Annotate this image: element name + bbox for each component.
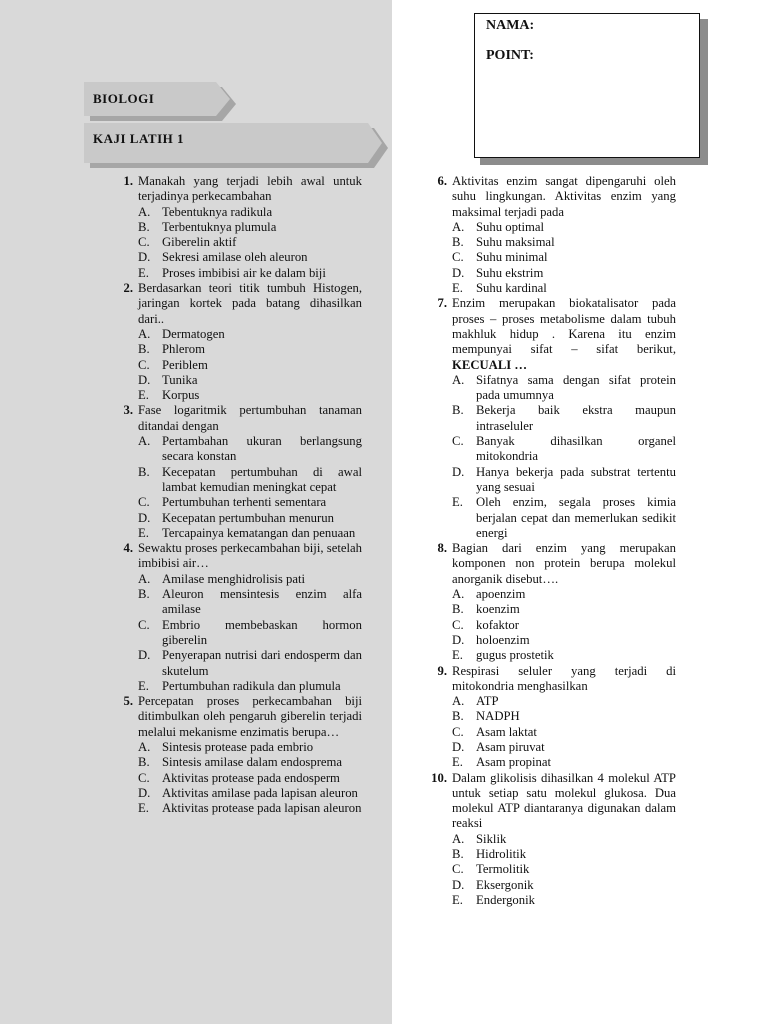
question-stem <box>452 296 676 372</box>
option-text: Asam laktat <box>476 724 537 739</box>
option-text: Pertumbuhan radikula dan plumula <box>162 678 341 693</box>
option-text: Suhu optimal <box>476 219 545 234</box>
option-d <box>452 740 676 755</box>
question-number: 7. <box>437 296 447 311</box>
option-letter: A. <box>452 219 465 234</box>
option-letter: D. <box>452 632 465 647</box>
option-text: Asam propinat <box>476 755 552 770</box>
option-list <box>452 832 676 908</box>
option-letter: E. <box>138 265 149 280</box>
question-9 <box>426 664 676 771</box>
option-list <box>452 694 676 770</box>
option-text: Suhu kardinal <box>476 281 547 296</box>
option-text: Penyerapan nutrisi dari endosperm dan skutelum <box>162 648 362 678</box>
question-stem <box>138 174 362 205</box>
option-text: Siklik <box>476 831 507 846</box>
question-6 <box>426 174 676 296</box>
option-text: Periblem <box>162 357 208 372</box>
option-text: gugus prostetik <box>476 648 554 663</box>
option-d <box>138 511 362 526</box>
question-stem <box>138 694 362 740</box>
option-b <box>138 465 362 496</box>
option-c <box>138 771 362 786</box>
option-a <box>452 832 676 847</box>
option-text: Giberelin aktif <box>162 235 237 250</box>
option-letter: E. <box>138 801 149 816</box>
subject-banner <box>84 82 230 116</box>
option-d <box>452 878 676 893</box>
question-number: 5. <box>123 694 133 709</box>
option-letter: D. <box>452 877 465 892</box>
option-letter: B. <box>138 464 150 479</box>
option-letter: D. <box>452 265 465 280</box>
option-text: Suhu minimal <box>476 250 548 265</box>
option-e <box>138 801 362 816</box>
option-list <box>138 327 362 403</box>
option-text: Sintesis amilase dalam endosprema <box>162 755 343 770</box>
question-4 <box>112 541 362 694</box>
option-text: Endergonik <box>476 892 535 907</box>
option-text: Phlerom <box>162 342 205 357</box>
option-b <box>452 602 676 617</box>
option-c <box>138 358 362 373</box>
option-text: Suhu ekstrim <box>476 265 544 280</box>
option-letter: A. <box>452 587 465 602</box>
option-text: Aleuron mensintesis enzim alfa amilase <box>162 587 362 617</box>
option-e <box>452 755 676 770</box>
option-c <box>138 495 362 510</box>
question-text: Respirasi seluler yang terjadi di mitokondria menghasilkan <box>452 663 676 693</box>
option-b <box>452 847 676 862</box>
option-letter: A. <box>138 326 151 341</box>
option-text: Oleh enzim, segala proses kimia berjalan cepat dan memerlukan sedikit energi <box>476 495 676 540</box>
question-stem <box>452 664 676 695</box>
option-text: Sintesis protease pada embrio <box>162 739 314 754</box>
question-1 <box>112 174 362 281</box>
question-text: Sewaktu proses perkecambahan biji, setelah imbibisi air… <box>138 541 362 571</box>
question-3 <box>112 403 362 541</box>
option-letter: A. <box>452 831 465 846</box>
question-7 <box>426 296 676 541</box>
question-text: Enzim merupakan biokatalisator pada proses – proses metabolisme dalam tubuh makhluk hidup . Karena itu enzim mempunyai sifat – sifat berikut, <box>452 296 676 357</box>
option-text: Banyak dihasilkan organel mitokondria <box>476 434 676 464</box>
option-letter: C. <box>138 235 150 250</box>
option-text: Aktivitas protease pada endosperm <box>162 770 340 785</box>
option-text: Termolitik <box>476 862 530 877</box>
option-d <box>138 648 362 679</box>
option-letter: B. <box>452 602 464 617</box>
option-text: Suhu maksimal <box>476 235 555 250</box>
point-label: POINT: <box>486 48 534 63</box>
option-a <box>452 587 676 602</box>
option-b <box>452 709 676 724</box>
option-letter: B. <box>452 403 464 418</box>
option-text: Dermatogen <box>162 326 225 341</box>
question-number: 1. <box>123 174 133 188</box>
option-letter: D. <box>138 785 151 800</box>
option-letter: A. <box>452 372 465 387</box>
option-text: Bekerja baik ekstra maupun intraseluler <box>476 403 676 433</box>
option-text: Tunika <box>162 372 198 387</box>
question-8 <box>426 541 676 663</box>
question-10 <box>426 771 676 909</box>
option-letter: E. <box>138 678 149 693</box>
question-number: 8. <box>437 541 447 556</box>
name-box <box>474 13 700 158</box>
question-text: Percepatan proses perkecambahan biji ditimbulkan oleh pengaruh giberelin terjadi melalui mekanisme enzimatis berupa… <box>138 694 362 739</box>
option-b <box>138 342 362 357</box>
option-letter: C. <box>138 357 150 372</box>
option-d <box>452 633 676 648</box>
option-a <box>138 572 362 587</box>
option-a <box>138 327 362 342</box>
option-text: NADPH <box>476 709 520 724</box>
option-letter: C. <box>452 724 464 739</box>
option-text: Kecepatan pertumbuhan di awal lambat kemudian meningkat cepat <box>162 464 362 494</box>
question-5 <box>112 694 362 816</box>
question-stem <box>452 541 676 587</box>
option-letter: A. <box>138 434 151 449</box>
option-letter: B. <box>452 847 464 862</box>
option-list <box>138 205 362 281</box>
question-number: 9. <box>437 663 447 678</box>
option-a <box>452 694 676 709</box>
question-text: Fase logaritmik pertumbuhan tanaman ditandai dengan <box>138 403 362 433</box>
option-text: Asam piruvat <box>476 739 545 754</box>
option-list <box>138 434 362 541</box>
option-letter: D. <box>452 739 465 754</box>
option-d <box>138 786 362 801</box>
question-text: Berdasarkan teori titik tumbuh Histogen, jaringan kortek pada batang dihasilkan dari.. <box>138 281 362 326</box>
option-letter: E. <box>138 525 149 540</box>
option-c <box>138 235 362 250</box>
option-c <box>452 434 676 465</box>
option-letter: E. <box>138 388 149 403</box>
option-e <box>452 648 676 663</box>
option-letter: C. <box>138 617 150 632</box>
option-list <box>452 220 676 296</box>
option-b <box>138 220 362 235</box>
option-letter: C. <box>452 250 464 265</box>
question-stem <box>452 174 676 220</box>
option-letter: C. <box>138 770 150 785</box>
question-column-left <box>112 174 362 816</box>
option-list <box>138 740 362 816</box>
option-b <box>138 587 362 618</box>
option-c <box>452 618 676 633</box>
option-d <box>452 465 676 496</box>
option-b <box>452 403 676 434</box>
option-letter: A. <box>138 571 151 586</box>
option-text: Sekresi amilase oleh aleuron <box>162 250 308 265</box>
option-letter: E. <box>452 755 463 770</box>
option-text: Eksergonik <box>476 877 534 892</box>
option-d <box>452 266 676 281</box>
option-letter: B. <box>138 219 150 234</box>
option-letter: C. <box>452 434 464 449</box>
option-letter: B. <box>138 587 150 602</box>
option-letter: D. <box>138 648 151 663</box>
option-letter: B. <box>138 755 150 770</box>
option-letter: C. <box>452 617 464 632</box>
option-letter: A. <box>138 739 151 754</box>
option-a <box>452 220 676 235</box>
option-text: Proses imbibisi air ke dalam biji <box>162 265 326 280</box>
option-a <box>138 740 362 755</box>
question-stem <box>138 281 362 327</box>
option-text: Embrio membebaskan hormon giberelin <box>162 617 362 647</box>
question-text: Aktivitas enzim sangat dipengaruhi oleh suhu lingkungan. Aktivitas enzim yang maksimal terjadi pada <box>452 174 676 219</box>
name-label: NAMA: <box>486 18 535 33</box>
option-text: apoenzim <box>476 587 526 602</box>
question-emphasis: KECUALI … <box>452 357 528 372</box>
option-text: kofaktor <box>476 617 519 632</box>
option-e <box>138 388 362 403</box>
option-text: Korpus <box>162 388 200 403</box>
section-title: KAJI LATIH 1 <box>93 131 184 146</box>
question-2 <box>112 281 362 403</box>
question-column-right <box>426 174 676 908</box>
option-d <box>138 373 362 388</box>
option-e <box>452 495 676 541</box>
option-letter: D. <box>452 464 465 479</box>
option-letter: D. <box>138 372 151 387</box>
option-letter: A. <box>138 204 151 219</box>
option-letter: E. <box>452 281 463 296</box>
option-text: Tercapainya kematangan dan penuaan <box>162 525 356 540</box>
option-text: Tebentuknya radikula <box>162 204 273 219</box>
option-letter: E. <box>452 495 463 510</box>
option-text: Hanya bekerja pada substrat tertentu yang sesuai <box>476 464 676 494</box>
option-text: Pertumbuhan terhenti sementara <box>162 495 327 510</box>
subject-title: BIOLOGI <box>93 91 155 106</box>
option-text: Hidrolitik <box>476 847 527 862</box>
option-text: Aktivitas protease pada lapisan aleuron <box>162 801 362 816</box>
option-text: Kecepatan pertumbuhan menurun <box>162 510 334 525</box>
option-letter: B. <box>452 709 464 724</box>
option-b <box>452 235 676 250</box>
question-number: 10. <box>431 770 447 785</box>
option-list <box>452 587 676 663</box>
option-letter: C. <box>138 495 150 510</box>
option-text: Aktivitas amilase pada lapisan aleuron <box>162 785 358 800</box>
option-letter: C. <box>452 862 464 877</box>
question-number: 4. <box>123 541 133 556</box>
option-c <box>138 618 362 649</box>
question-number: 2. <box>123 281 133 296</box>
option-text: Terbentuknya plumula <box>162 219 277 234</box>
option-e <box>452 281 676 296</box>
option-text: Pertambahan ukuran berlangsung secara konstan <box>162 434 362 464</box>
option-c <box>452 250 676 265</box>
option-d <box>138 250 362 265</box>
option-a <box>138 434 362 465</box>
option-e <box>138 266 362 281</box>
option-list <box>452 373 676 541</box>
option-c <box>452 725 676 740</box>
option-text: Sifatnya sama dengan sifat protein pada umumnya <box>476 372 676 403</box>
option-letter: A. <box>452 694 465 709</box>
section-banner <box>84 123 382 163</box>
option-text: Amilase menghidrolisis pati <box>162 571 306 586</box>
option-e <box>138 526 362 541</box>
question-text: Dalam glikolisis dihasilkan 4 molekul ATP untuk setiap satu molekul glukosa. Dua molekul ATP diantaranya digunakan dalam reaksi <box>452 770 676 831</box>
option-text: holoenzim <box>476 632 530 647</box>
question-number: 6. <box>437 174 447 188</box>
question-text: Bagian dari enzim yang merupakan komponen non protein berupa molekul anorganik disebut…. <box>452 541 676 586</box>
option-letter: D. <box>138 510 151 525</box>
question-stem <box>138 403 362 434</box>
question-number: 3. <box>123 403 133 418</box>
question-text: Manakah yang terjadi lebih awal untuk terjadinya perkecambahan <box>138 174 362 204</box>
option-e <box>452 893 676 908</box>
option-c <box>452 862 676 877</box>
option-text: koenzim <box>476 602 520 617</box>
option-letter: B. <box>138 342 150 357</box>
option-list <box>138 572 362 694</box>
option-letter: E. <box>452 892 463 907</box>
question-stem <box>452 771 676 832</box>
option-b <box>138 755 362 770</box>
option-letter: D. <box>138 250 151 265</box>
option-letter: E. <box>452 648 463 663</box>
option-text: ATP <box>476 694 499 709</box>
option-a <box>138 205 362 220</box>
option-e <box>138 679 362 694</box>
option-letter: B. <box>452 235 464 250</box>
question-stem <box>138 541 362 572</box>
option-a <box>452 373 676 404</box>
